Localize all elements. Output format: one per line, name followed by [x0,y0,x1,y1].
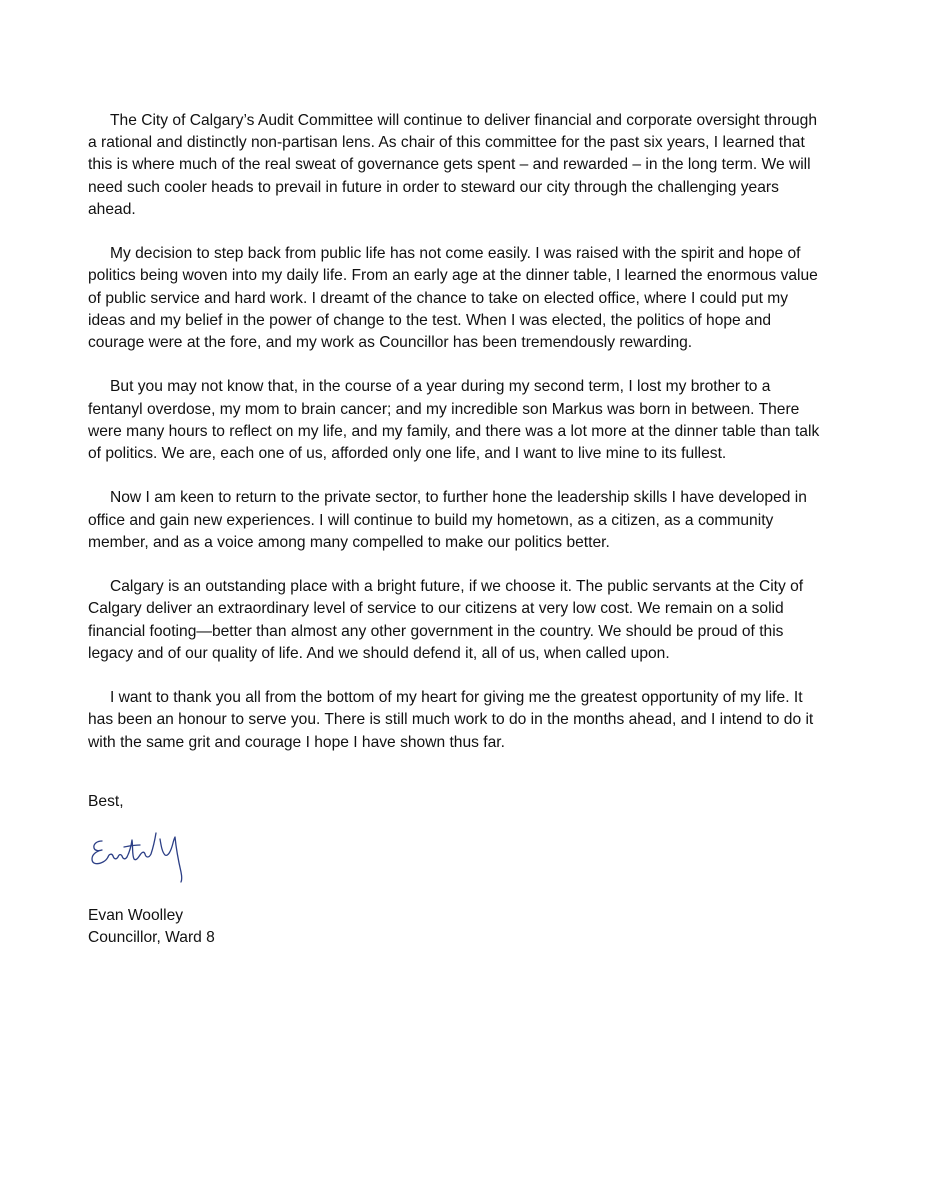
closing-salutation: Best, [88,792,124,810]
paragraph-personal-loss: But you may not know that, in the course of a year during my second term, I lost my brother to a fentanyl overdose, my mom to brain cancer; and my incredible son Markus was born in between. There were many hours to reflect on my life, and my family, and there was a lot more at the dinner table than talk of politics. We are, each one of us, afforded only one life, and I want to live mine to its fullest. [88,378,820,463]
handwritten-signature [88,825,198,887]
paragraph-private-sector: Now I am keen to return to the private sector, to further hone the leadership skills I have developed in office and gain new experiences. I will continue to build my hometown, as a citizen, as a community member, and as a voice among many compelled to make our politics better. [88,489,807,551]
signer-title: Councillor, Ward 8 [88,929,215,947]
paragraph-decision: My decision to step back from public life has not come easily. I was raised with the spirit and hope of politics being woven into my daily life. From an early age at the dinner table, I learned the enormous value of public service and hard work. I dreamt of the chance to take on elected office, where I could put my ideas and my belief in the power of change to the test. When I was elected, the politics of hope and courage were at the fore, and my work as Councillor has been tremendously rewarding. [88,245,818,352]
paragraph-thanks: I want to thank you all from the bottom of my heart for giving me the greatest opportunity of my life. It has been an honour to serve you. There is still much work to do in the months ahead, and I intend to do it with the same grit and courage I hope I have shown thus far. [88,689,814,751]
paragraph-calgary-future: Calgary is an outstanding place with a bright future, if we choose it. The public servants at the City of Calgary deliver an extraordinary level of service to our citizens at very low cost. We remain on a solid financial footing—better than almost any other government in the country. We should be proud of this legacy and of our quality of life. And we should defend it, all of us, when called upon. [88,578,804,662]
signature-strokes [92,833,182,882]
paragraph-audit-committee: The City of Calgary’s Audit Committee will continue to deliver financial and corporate oversight through a rational and distinctly non-partisan lens. As chair of this committee for the past six years, I learned that this is where much of the real sweat of governance gets spent – and rewarded – in the long term. We will need such cooler heads to prevail in future in order to steward our city through the challenging years ahead. [88,112,817,218]
signer-name: Evan Woolley [88,907,184,925]
letter-body [88,110,828,949]
